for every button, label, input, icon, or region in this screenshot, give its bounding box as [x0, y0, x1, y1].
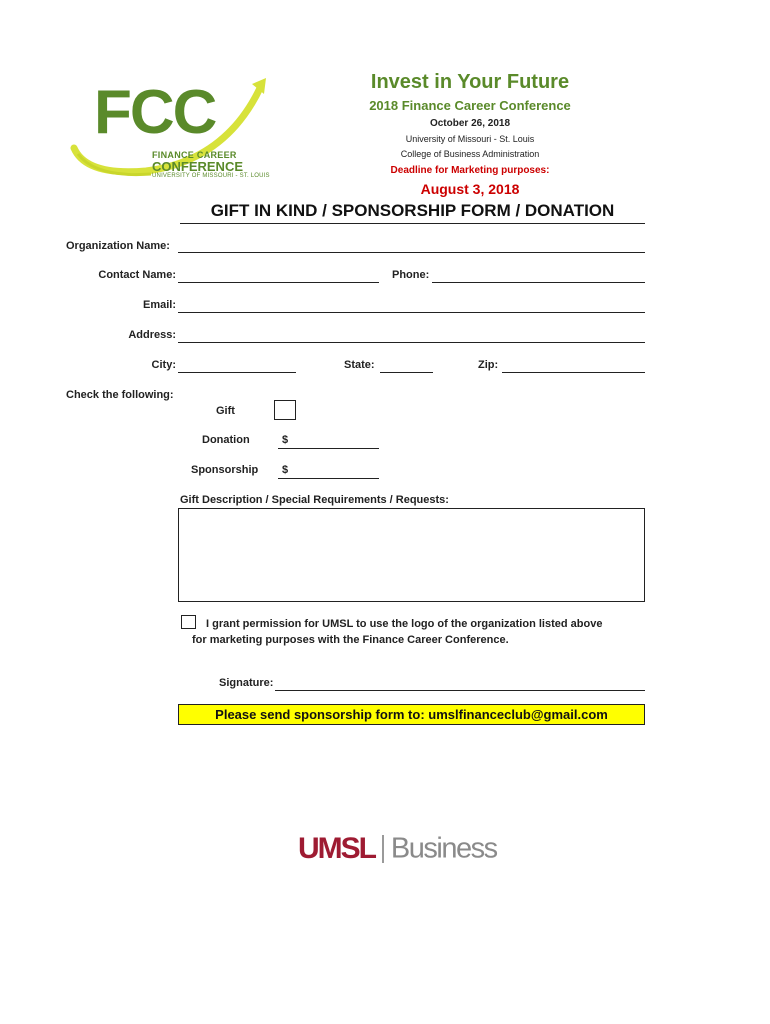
sponsorship-label: Sponsorship — [191, 464, 259, 476]
city-field[interactable] — [178, 372, 296, 373]
signature-label: Signature: — [219, 677, 274, 689]
address-field[interactable] — [178, 342, 645, 343]
deadline-label: Deadline for Marketing purposes: — [390, 165, 550, 176]
contact-name-label: Contact Name: — [98, 269, 176, 281]
state-field[interactable] — [380, 372, 433, 373]
send-to-text: Please send sponsorship form to: umslfinanceclub@gmail.com — [215, 707, 608, 722]
form-title: GIFT IN KIND / SPONSORSHIP FORM / DONATION — [180, 201, 645, 224]
phone-field[interactable] — [432, 282, 645, 283]
gift-label: Gift — [216, 405, 235, 417]
header-date: October 26, 2018 — [429, 118, 511, 129]
address-label: Address: — [128, 329, 176, 341]
deadline-date: August 3, 2018 — [420, 181, 520, 197]
business-wordmark: Business — [390, 832, 497, 865]
zip-label: Zip: — [478, 359, 499, 371]
zip-field[interactable] — [502, 372, 645, 373]
donation-currency: $ — [282, 434, 289, 446]
logo-line2: CONFERENCE — [152, 159, 244, 174]
sponsorship-currency: $ — [282, 464, 289, 476]
email-label: Email: — [142, 299, 176, 311]
donation-amount-field[interactable] — [278, 448, 379, 449]
fcc-logo — [66, 76, 276, 191]
logo-divider — [382, 835, 384, 863]
email-field[interactable] — [178, 312, 645, 313]
header-university: University of Missouri - St. Louis — [405, 134, 535, 144]
donation-label: Donation — [202, 434, 250, 446]
logo-letters: FCC — [94, 78, 216, 147]
logo-line1: FINANCE CAREER — [152, 150, 237, 160]
permission-line2: for marketing purposes with the Finance Career Conference. — [192, 634, 509, 646]
check-label: Check the following: — [66, 389, 174, 401]
header-event-name: 2018 Finance Career Conference — [369, 98, 571, 113]
header-college: College of Business Administration — [400, 149, 540, 159]
contact-name-field[interactable] — [178, 282, 379, 283]
phone-label: Phone: — [392, 269, 430, 281]
organization-name-field[interactable] — [178, 252, 645, 253]
sponsorship-amount-field[interactable] — [278, 478, 379, 479]
gift-checkbox[interactable] — [274, 400, 296, 420]
umsl-wordmark: UMSL — [298, 832, 375, 865]
description-textarea[interactable] — [178, 508, 645, 602]
permission-line1: I grant permission for UMSL to use the logo of the organization listed above — [206, 618, 603, 630]
organization-name-label: Organization Name: — [66, 240, 170, 252]
logo-line3: UNIVERSITY OF MISSOURI - ST. LOUIS — [152, 173, 270, 179]
state-label: State: — [344, 359, 375, 371]
description-label: Gift Description / Special Requirements / Requests: — [180, 494, 449, 506]
city-label: City: — [151, 359, 176, 371]
permission-checkbox[interactable] — [181, 615, 196, 629]
umsl-business-logo — [298, 832, 497, 868]
header-tagline: Invest in Your Future — [370, 71, 570, 93]
send-to-banner — [178, 704, 645, 725]
signature-field[interactable] — [275, 690, 645, 691]
